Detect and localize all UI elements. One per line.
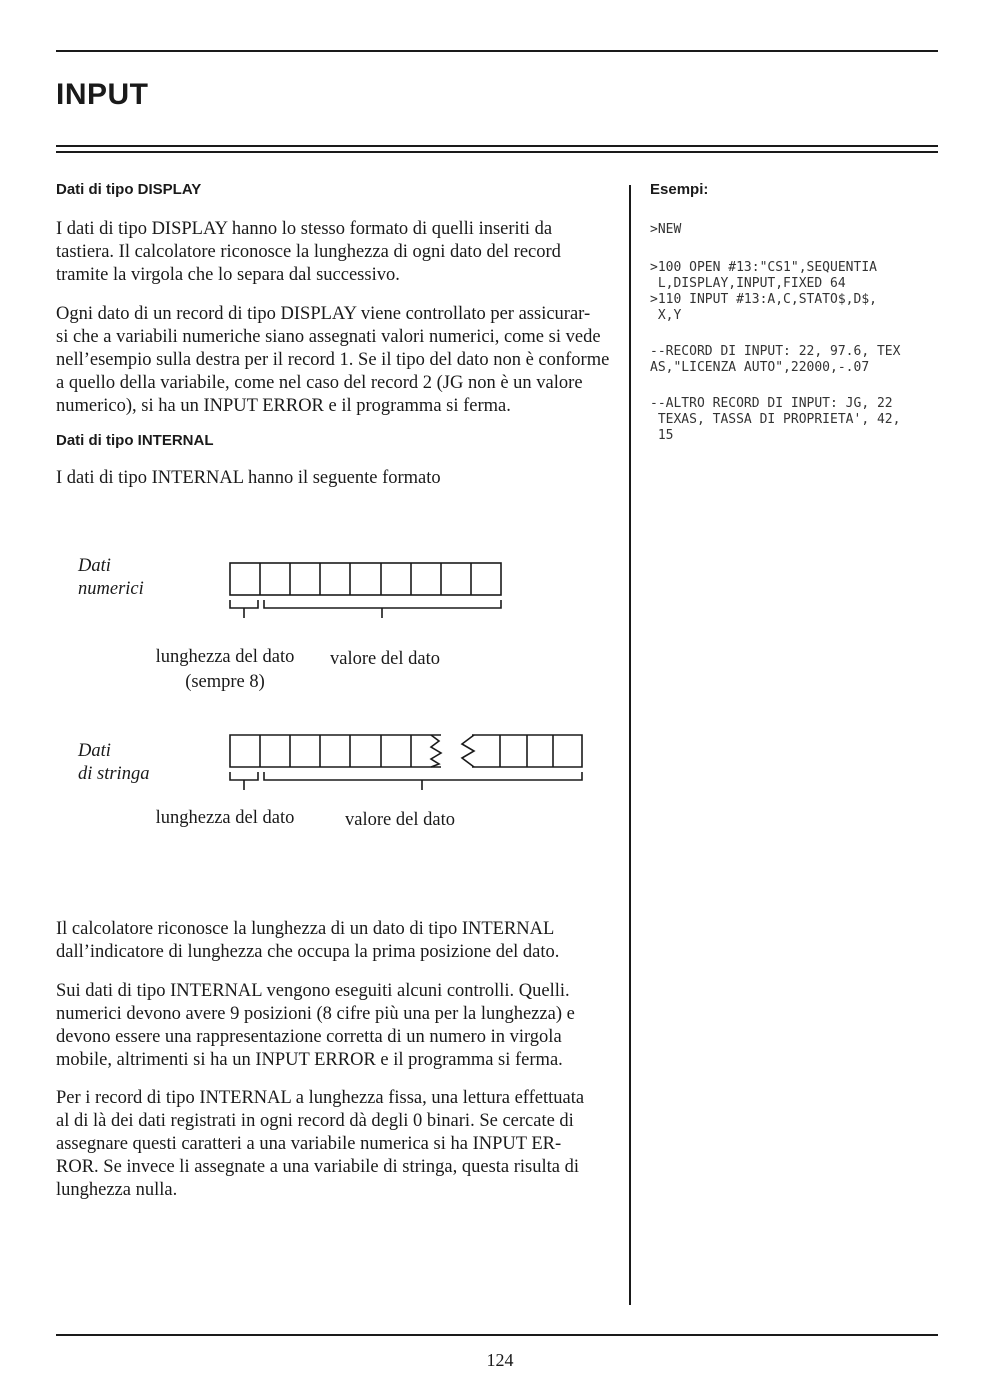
text-line: mobile, altrimenti si ha un INPUT ERROR e il programma si ferma. [56, 1050, 563, 1070]
string-length-bracket [230, 772, 258, 790]
code-line: AS,"LICENZA AUTO",22000,-.07 [650, 360, 870, 375]
text-line: dall’indicatore di lunghezza che occupa la prima posizione del dato. [56, 942, 560, 962]
code-line: X,Y [650, 308, 682, 323]
string-break-right [462, 735, 474, 767]
page-title: INPUT [56, 78, 149, 111]
examples-heading: Esempi: [650, 181, 709, 198]
string-label-line2: di stringa [78, 764, 150, 784]
string-field-box-left [230, 735, 441, 767]
numeric-label-line2: numerici [78, 579, 144, 599]
text-line: tastiera. Il calcolatore riconosce la lunghezza di ogni dato del record [56, 242, 561, 262]
code-line: >100 OPEN #13:"CS1",SEQUENTIA [650, 260, 877, 275]
text-line: Per i record di tipo INTERNAL a lunghezza fissa, una lettura effettuata [56, 1088, 585, 1108]
numeric-value-bracket [264, 600, 501, 618]
text-line: ROR. Se invece li assegnate a una variabile di stringa, questa risulta di [56, 1157, 579, 1177]
code-line: L,DISPLAY,INPUT,FIXED 64 [650, 276, 846, 291]
internal-paragraph-1 [56, 918, 616, 964]
text-line: Ogni dato di un record di tipo DISPLAY viene controllato per assicurar- [56, 304, 591, 324]
text-line: I dati di tipo DISPLAY hanno lo stesso formato di quelli inseriti da [56, 219, 553, 239]
string-value-label: valore del dato [345, 810, 455, 830]
string-length-label: lunghezza del dato [155, 808, 295, 828]
text-line: Sui dati di tipo INTERNAL vengono eseguiti alcuni controlli. Quelli. [56, 981, 570, 1001]
text-line: numerico), si ha un INPUT ERROR e il programma si ferma. [56, 396, 511, 416]
text-line: tramite la virgola che lo separa dal successivo. [56, 265, 400, 285]
text-line: al di là dei dati registrati in ogni record dà degli 0 binari. Se cercate di [56, 1111, 574, 1131]
numeric-length-bracket [230, 600, 258, 618]
numeric-label-line1: Dati [78, 556, 111, 576]
text-line: assegnare questi caratteri a una variabile numerica si ha INPUT ER- [56, 1134, 562, 1154]
section-heading-display: Dati di tipo DISPLAY [56, 181, 202, 198]
text-line: Il calcolatore riconosce la lunghezza di un dato di tipo INTERNAL [56, 919, 555, 939]
code-line: TEXAS, TASSA DI PROPRIETA', 42, [650, 412, 901, 427]
section-heading-internal: Dati di tipo INTERNAL [56, 432, 214, 449]
string-break-left [431, 735, 441, 767]
text-line: lunghezza nulla. [56, 1180, 178, 1200]
code-line: --RECORD DI INPUT: 22, 97.6, TEX [650, 344, 901, 359]
string-label-line1: Dati [78, 741, 111, 761]
numeric-length-label: lunghezza del dato [155, 647, 295, 667]
string-value-bracket [264, 772, 582, 790]
text-line: si che a variabili numeriche siano assegnati valori numerici, come si vede [56, 327, 601, 347]
text-line: nell’esempio sulla destra per il record 1. Se il tipo del dato non è conforme [56, 350, 610, 370]
text-line: numerici devono avere 9 posizioni (8 cifre più una per la lunghezza) e [56, 1004, 575, 1024]
page-number: 124 [486, 1350, 514, 1370]
numeric-field-box [230, 563, 501, 595]
internal-paragraph-2 [56, 980, 616, 1072]
code-line: 15 [650, 428, 674, 443]
code-line: --ALTRO RECORD DI INPUT: JG, 22 [650, 396, 893, 411]
code-line: >NEW [650, 222, 682, 237]
internal-intro: I dati di tipo INTERNAL hanno il seguente formato [56, 468, 441, 488]
text-line: devono essere una rappresentazione corretta di un numero in virgola [56, 1027, 562, 1047]
code-line: >110 INPUT #13:A,C,STATO$,D$, [650, 292, 877, 307]
text-line: a quello della variabile, come nel caso del record 2 (JG non è un valore [56, 373, 583, 393]
internal-paragraph-3 [56, 1087, 616, 1202]
numeric-length-note: (sempre 8) [185, 672, 265, 692]
numeric-value-label: valore del dato [330, 649, 440, 669]
